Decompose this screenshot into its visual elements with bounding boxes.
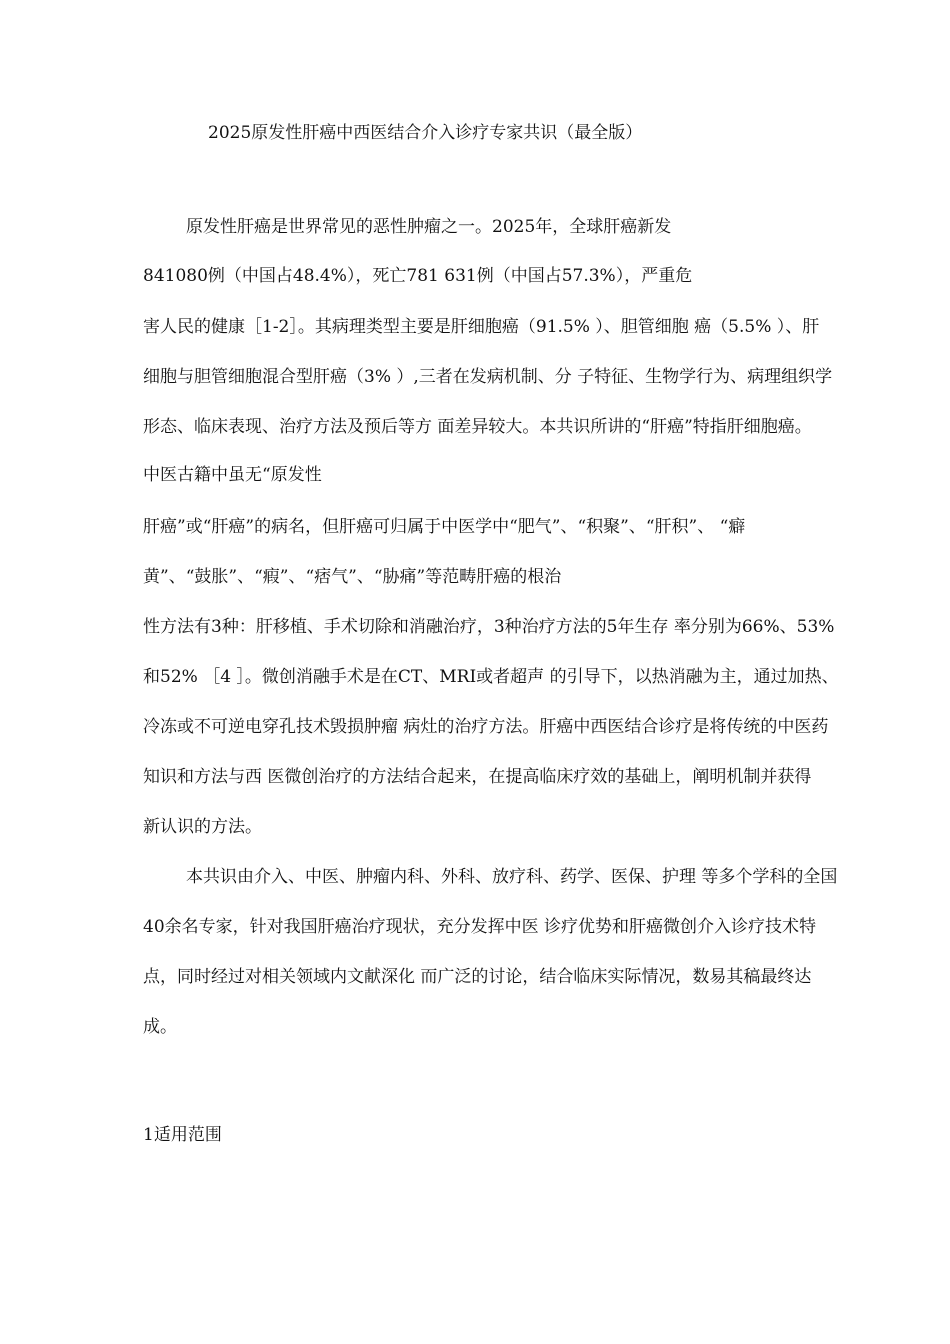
paragraph-line: 新认识的方法。 — [143, 817, 262, 837]
section-heading: 1适用范围 — [143, 1125, 222, 1145]
paragraph-line: 点，同时经过对相关领域内文献深化 而广泛的讨论，结合临床实际情况，数易其稿最终达 — [143, 967, 812, 987]
paragraph-line: 和52% ［4 ］。微创消融手术是在CT、MRI或者超声 的引导下，以热消融为主，通过加热、 — [143, 667, 839, 687]
paragraph-line: 细胞与胆管细胞混合型肝癌（3% ）,三者在发病机制、分 子特征、生物学行为、病理组织学 — [143, 367, 833, 387]
paragraph-line: 冷冻或不可逆电穿孔技术毁损肿瘤 病灶的治疗方法。肝癌中西医结合诊疗是将传统的中医药 — [143, 717, 829, 737]
paragraph-line: 知识和方法与西 医微创治疗的方法结合起来，在提高临床疗效的基础上，阐明机制并获得 — [143, 767, 812, 787]
paragraph-line: 黄”、“鼓胀”、“瘕”、“痞气”、“胁痛”等范畴肝癌的根治 — [143, 567, 562, 587]
paragraph-line: 成。 — [143, 1017, 177, 1037]
paragraph-line: 本共识由介入、中医、肿瘤内科、外科、放疗科、药学、医保、护理 等多个学科的全国 — [186, 867, 838, 887]
paragraph-line: 原发性肝癌是世界常见的恶性肿瘤之一。2025年，全球肝癌新发 — [186, 217, 672, 237]
paragraph-line: 40余名专家，针对我国肝癌治疗现状，充分发挥中医 诊疗优势和肝癌微创介入诊疗技术特 — [143, 917, 817, 937]
paragraph-line: 中医古籍中虽无“原发性 — [143, 465, 322, 485]
paragraph-line: 害人民的健康［1-2］。其病理类型主要是肝细胞癌（91.5% ）、胆管细胞 癌（5.5% ）、肝 — [143, 317, 820, 337]
paragraph-line: 性方法有3种：肝移植、手术切除和消融治疗，3种治疗方法的5年生存 率分别为66%、53% — [143, 617, 835, 637]
paragraph-line: 841080例（中国占48.4%），死亡781 631例（中国占57.3%），严重危 — [143, 266, 693, 286]
paragraph-line: 形态、临床表现、治疗方法及预后等方 面差异较大。本共识所讲的“肝癌”特指肝细胞癌。 — [143, 417, 812, 437]
document-title: 2025原发性肝癌中西医结合介入诊疗专家共识（最全版） — [208, 123, 643, 143]
paragraph-line: 肝癌”或“肝癌”的病名，但肝癌可归属于中医学中“肥气”、“积聚”、“肝积”、 “癖 — [143, 517, 746, 537]
